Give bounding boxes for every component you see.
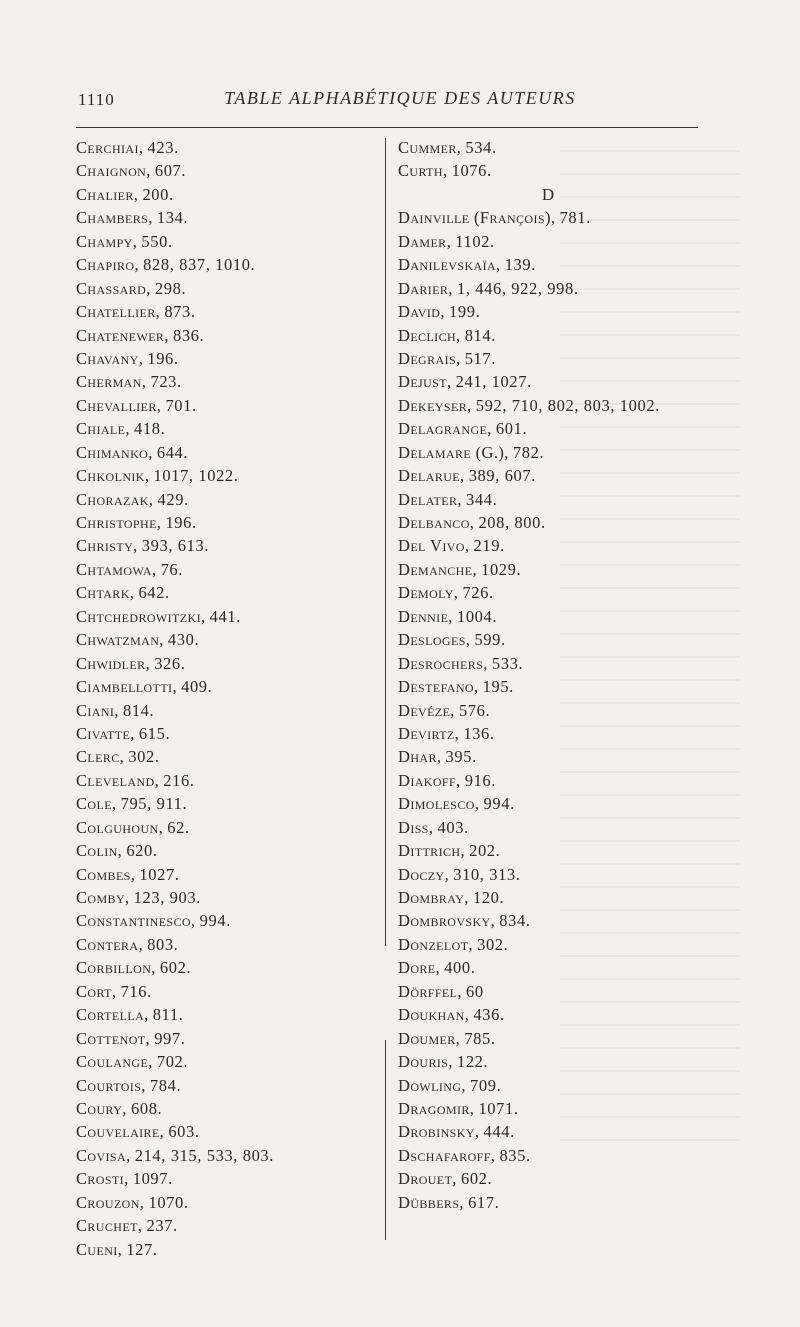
- page-references: 139.: [504, 255, 536, 275]
- page-references: 1076.: [451, 161, 492, 181]
- index-entry: [398, 558, 698, 581]
- page-references: 403.: [437, 817, 469, 837]
- author-name: Cole,: [76, 794, 117, 814]
- page-references: 702.: [156, 1052, 189, 1072]
- author-name: Colguhoun,: [76, 817, 164, 837]
- index-entry: [76, 1191, 381, 1214]
- page-references: 344.: [466, 489, 498, 509]
- page-references: 200.: [142, 184, 174, 204]
- author-name: Civatte,: [76, 723, 135, 743]
- index-entry: [76, 136, 381, 159]
- index-entry: [76, 464, 381, 487]
- author-name: Chtark,: [76, 583, 135, 603]
- index-entry: [76, 558, 381, 581]
- index-entry: [76, 956, 381, 979]
- index-entry: [76, 441, 381, 464]
- index-entry: [76, 277, 381, 300]
- section-letter: D: [541, 184, 555, 204]
- page-references: 302.: [477, 934, 509, 954]
- page-references: 785.: [464, 1028, 496, 1048]
- index-entry: [398, 488, 698, 511]
- page-references: 237.: [146, 1216, 178, 1236]
- author-name: Constantinesco,: [76, 911, 196, 931]
- page-references: 781.: [559, 208, 591, 228]
- page-references: 716.: [120, 981, 152, 1001]
- author-name: Chiale,: [76, 419, 130, 439]
- index-entry: [76, 909, 381, 932]
- page-references: 997.: [154, 1028, 186, 1048]
- author-name: Dschafaroff,: [398, 1145, 496, 1165]
- page-references: 620.: [126, 841, 158, 861]
- index-entry: [76, 1003, 381, 1026]
- left-column: [76, 136, 381, 1261]
- index-entry: [398, 417, 698, 440]
- author-name: Chimanko,: [76, 442, 153, 462]
- page-references: 916.: [464, 770, 496, 790]
- page-references: 709.: [470, 1075, 502, 1095]
- author-name: Dittrich,: [398, 841, 465, 861]
- page-references: 644.: [156, 442, 189, 462]
- index-entry: [76, 183, 381, 206]
- author-name: David,: [398, 302, 445, 322]
- page-references: 441.: [209, 606, 241, 626]
- author-name: Danilevskaïa,: [398, 255, 501, 275]
- page-references: 550.: [141, 231, 173, 251]
- page-references: 994.: [199, 911, 231, 931]
- page-references: 199.: [449, 302, 481, 322]
- author-name: Declich,: [398, 325, 461, 345]
- index-entry: [398, 628, 698, 651]
- index-entry: [398, 370, 698, 393]
- page-references: 216.: [163, 770, 195, 790]
- author-name: Combes,: [76, 864, 136, 884]
- author-name: Cleveland,: [76, 770, 160, 790]
- author-name: Delagrange,: [398, 419, 492, 439]
- author-name: Christophe,: [76, 513, 162, 532]
- author-name: Chaignon,: [76, 161, 151, 181]
- index-entry: [76, 980, 381, 1003]
- index-entry: [398, 1144, 698, 1167]
- page-references: 208, 800.: [478, 513, 546, 533]
- page-references: 795, 911.: [120, 794, 188, 814]
- page-references: 136.: [463, 723, 495, 743]
- page-references: 599.: [474, 630, 506, 650]
- page-references: 418.: [134, 419, 166, 439]
- author-name: Coulange,: [76, 1052, 153, 1072]
- page-references: 607.: [154, 161, 187, 181]
- page-references: 835.: [499, 1145, 531, 1165]
- author-name: Drouet,: [398, 1169, 457, 1189]
- page-references: 601.: [495, 419, 528, 439]
- author-name: Del Vivo,: [398, 536, 470, 556]
- page-references: 326.: [154, 653, 186, 673]
- page-references: 517.: [464, 348, 496, 368]
- page-references: 393, 613.: [141, 536, 210, 556]
- page-references: 444.: [483, 1122, 515, 1142]
- index-entry: [398, 745, 698, 768]
- index-entry: [76, 511, 381, 534]
- index-entry: [76, 863, 381, 886]
- author-name: Demanche,: [398, 559, 477, 579]
- index-entry: [398, 230, 698, 253]
- column-divider: [385, 138, 386, 946]
- index-entry: [76, 1144, 381, 1167]
- page-references: 1070.: [148, 1192, 189, 1212]
- index-entry: [398, 1167, 698, 1190]
- author-name: Colin,: [76, 841, 123, 861]
- page-references: 617.: [468, 1192, 500, 1212]
- index-entry: [398, 699, 698, 722]
- page-references: 602.: [460, 1169, 493, 1189]
- author-name: Devéze,: [398, 700, 455, 720]
- index-entry: [398, 534, 698, 557]
- author-name: Damer,: [398, 231, 452, 251]
- right-column: [398, 136, 698, 1214]
- index-entry: [76, 652, 381, 675]
- index-entry: [398, 136, 698, 159]
- author-name: Contera,: [76, 934, 143, 954]
- page-references: 592, 710, 802, 803, 1002.: [475, 395, 660, 415]
- page-references: 409.: [181, 677, 213, 697]
- page-references: 195.: [482, 677, 514, 697]
- author-name: Crosti,: [76, 1169, 129, 1189]
- index-entry: [76, 886, 381, 909]
- page-references: 436.: [473, 1005, 505, 1025]
- index-entry: [76, 605, 381, 628]
- author-name: Christy,: [76, 536, 138, 556]
- author-name: Chatenewer,: [76, 325, 169, 345]
- page-references: 1, 446, 922, 998.: [456, 278, 579, 298]
- author-name: Dekeyser,: [398, 395, 472, 415]
- page-references: 219.: [473, 536, 505, 556]
- page-references: 1004.: [456, 606, 498, 626]
- index-entry: [76, 722, 381, 745]
- author-name: Dragomir,: [398, 1098, 475, 1118]
- index-entry: [398, 464, 698, 487]
- index-entry: [76, 370, 381, 393]
- index-entry: [398, 769, 698, 792]
- author-name: Dore,: [398, 958, 441, 978]
- page-references: 127.: [126, 1239, 158, 1259]
- page-references: 202.: [469, 841, 501, 861]
- author-name: Dörffel,: [398, 981, 462, 1001]
- page-references: 214, 315, 533, 803.: [134, 1145, 275, 1165]
- page-references: 726.: [462, 583, 494, 603]
- page-references: 423.: [147, 138, 179, 157]
- running-title: TABLE ALPHABÉTIQUE DES AUTEURS: [224, 88, 576, 108]
- author-name: Chwidler,: [76, 653, 151, 673]
- index-entry: [398, 441, 698, 464]
- index-entry: [76, 769, 381, 792]
- author-name: Devirtz,: [398, 723, 460, 743]
- index-entry: [398, 722, 698, 745]
- index-entry: [76, 394, 381, 417]
- page-references: 608.: [131, 1098, 163, 1118]
- index-entry: [398, 675, 698, 698]
- page-references: 134.: [156, 208, 189, 228]
- page-references: 814.: [464, 325, 496, 345]
- index-entry: [398, 511, 698, 534]
- index-entry: [76, 745, 381, 768]
- page-references: 123, 903.: [133, 888, 201, 907]
- page-references: 994.: [483, 794, 515, 814]
- page-references: 298.: [154, 278, 187, 298]
- index-entry: [398, 839, 698, 862]
- page-references: 811.: [152, 1005, 184, 1025]
- index-entry: [76, 1238, 381, 1261]
- page-references: 429.: [157, 489, 189, 509]
- author-name: Degrais,: [398, 348, 461, 368]
- author-name: Champy,: [76, 231, 138, 251]
- index-entry: [76, 581, 381, 604]
- index-entry: [398, 206, 698, 229]
- page-references: 395.: [445, 747, 477, 767]
- author-name: Comby,: [76, 888, 130, 907]
- column-divider-lower: [385, 1040, 386, 1240]
- page-references: 803.: [147, 934, 179, 954]
- index-entry: [76, 1097, 381, 1120]
- index-entry: [76, 324, 381, 347]
- author-name: Chorazak,: [76, 489, 154, 509]
- page-references: 873.: [164, 302, 196, 322]
- author-name: Dennie,: [398, 606, 453, 626]
- author-name: Darier,: [398, 278, 453, 298]
- page-references: 615.: [138, 723, 171, 743]
- page-references: 400.: [444, 958, 476, 978]
- author-name: Chapiro,: [76, 255, 140, 275]
- author-name: Desloges,: [398, 630, 471, 650]
- author-name: Crouzon,: [76, 1192, 145, 1212]
- author-name: Cottenot,: [76, 1028, 151, 1048]
- index-entry: [398, 300, 698, 323]
- author-name: Doumer,: [398, 1028, 461, 1048]
- page-references: 814.: [122, 700, 155, 720]
- index-entry: [398, 253, 698, 276]
- page-references: 389, 607.: [468, 466, 536, 486]
- page-references: 196.: [165, 513, 197, 532]
- author-name: Delbanco,: [398, 513, 475, 533]
- author-name: Dübbers,: [398, 1192, 464, 1212]
- author-name: Cueni,: [76, 1239, 123, 1259]
- author-name: Delamare (G.),: [398, 442, 509, 462]
- page-number: 1110: [78, 90, 115, 109]
- page-references: 603.: [168, 1122, 200, 1142]
- page-references: 828, 837, 1010.: [143, 255, 256, 275]
- index-entry: [398, 394, 698, 417]
- index-entry: [76, 1120, 381, 1143]
- author-name: Douris,: [398, 1052, 453, 1072]
- author-name: Destefano,: [398, 677, 479, 697]
- header-rule: [76, 127, 698, 128]
- author-name: Cort,: [76, 981, 117, 1001]
- page-references: 196.: [147, 348, 179, 368]
- author-name: Clerc,: [76, 747, 125, 767]
- index-entry: [398, 652, 698, 675]
- author-name: Chassard,: [76, 278, 151, 298]
- index-entry: [398, 980, 698, 1003]
- author-name: Chambers,: [76, 208, 153, 228]
- author-name: Dimolesco,: [398, 794, 480, 814]
- index-entry: [76, 488, 381, 511]
- author-name: Courtois,: [76, 1075, 146, 1095]
- author-name: Delarue,: [398, 466, 465, 486]
- page-references: 782.: [512, 442, 545, 462]
- index-entry: [76, 206, 381, 229]
- author-name: Ciani,: [76, 700, 119, 720]
- index-entry: [398, 347, 698, 370]
- author-name: Cerchiai,: [76, 138, 144, 157]
- index-entry: [76, 347, 381, 370]
- index-entry: [398, 605, 698, 628]
- page-references: 533.: [491, 653, 524, 673]
- index-entry: [76, 230, 381, 253]
- page-references: 784.: [149, 1075, 182, 1095]
- author-name: Coury,: [76, 1098, 127, 1118]
- index-entry: [398, 1120, 698, 1143]
- index-entry: [76, 1167, 381, 1190]
- page-references: 1097.: [132, 1169, 173, 1189]
- index-entry: [398, 1191, 698, 1214]
- author-name: Dombrovsky,: [398, 911, 496, 931]
- index-entry: [76, 816, 381, 839]
- index-entry: [76, 1074, 381, 1097]
- page-references: 120.: [472, 888, 505, 908]
- index-entry: [398, 792, 698, 815]
- index-entry: [398, 1027, 698, 1050]
- author-name: Doukhan,: [398, 1005, 470, 1025]
- index-entry: [76, 839, 381, 862]
- index-entry: [398, 277, 698, 300]
- index-entry: [76, 628, 381, 651]
- index-entry: [76, 1027, 381, 1050]
- page-references: 62.: [167, 817, 190, 837]
- index-entry: [398, 159, 698, 182]
- page-references: 576.: [458, 700, 491, 720]
- author-name: Covisa,: [76, 1145, 131, 1165]
- author-name: Curth,: [398, 161, 448, 181]
- page-references: 1102.: [455, 231, 495, 251]
- index-entry: [76, 699, 381, 722]
- page-references: 241, 1027.: [455, 372, 532, 392]
- page-references: 76.: [160, 559, 183, 579]
- author-name: Diakoff,: [398, 770, 461, 790]
- page-references: 642.: [138, 583, 170, 603]
- page-references: 122.: [456, 1052, 489, 1072]
- author-name: Chevallier,: [76, 395, 162, 415]
- index-entry: [398, 1003, 698, 1026]
- page-references: 534.: [465, 138, 497, 157]
- author-name: Delater,: [398, 489, 462, 509]
- author-name: Demoly,: [398, 583, 459, 603]
- index-entry: [76, 159, 381, 182]
- author-name: Chalier,: [76, 184, 139, 204]
- author-name: Chavany,: [76, 348, 144, 368]
- author-name: Chatellier,: [76, 302, 161, 322]
- author-name: Doczy,: [398, 864, 450, 884]
- page-references: 302.: [128, 747, 160, 767]
- author-name: Corbillon,: [76, 958, 156, 978]
- page-references: 1071.: [478, 1098, 519, 1118]
- index-entry: [76, 1050, 381, 1073]
- author-name: Cortella,: [76, 1005, 149, 1025]
- author-name: Couvelaire,: [76, 1122, 165, 1142]
- index-entry: [398, 1050, 698, 1073]
- page-references: 1027.: [139, 864, 180, 884]
- index-entry: [398, 863, 698, 886]
- index-entry: [398, 956, 698, 979]
- index-entry: [76, 675, 381, 698]
- page-references: 834.: [499, 911, 531, 931]
- author-name: Dowling,: [398, 1075, 466, 1095]
- author-name: Chtchedrowitzki,: [76, 606, 206, 626]
- page-references: 430.: [167, 630, 200, 650]
- index-entry: [76, 417, 381, 440]
- author-name: Dombray,: [398, 888, 469, 908]
- index-entry: [398, 816, 698, 839]
- index-entry: [76, 300, 381, 323]
- index-entry: [398, 933, 698, 956]
- author-name: Donzelot,: [398, 934, 473, 954]
- author-name: Drobinsky,: [398, 1122, 480, 1142]
- page-references: 1017, 1022.: [153, 466, 239, 486]
- author-name: Cruchet,: [76, 1216, 143, 1236]
- author-name: Cherman,: [76, 372, 147, 392]
- author-name: Ciambellotti,: [76, 677, 177, 697]
- page-references: 723.: [150, 372, 182, 392]
- author-name: Cummer,: [398, 138, 462, 157]
- page-references: 310, 313.: [453, 864, 521, 884]
- index-entry: [398, 886, 698, 909]
- index-entry: [398, 1074, 698, 1097]
- author-name: Diss,: [398, 817, 434, 837]
- author-name: Dhar,: [398, 747, 442, 767]
- author-name: Desrochers,: [398, 653, 488, 673]
- index-entry: [398, 1097, 698, 1120]
- index-entry: [76, 933, 381, 956]
- author-name: Chtamowa,: [76, 559, 157, 579]
- index-entry: [76, 792, 381, 815]
- index-entry: [398, 324, 698, 347]
- author-name: Chwatzman,: [76, 630, 164, 650]
- page-references: 602.: [159, 958, 192, 978]
- index-entry: [76, 1214, 381, 1237]
- index-entry: [76, 534, 381, 557]
- index-entry: [398, 581, 698, 604]
- index-entry: [76, 253, 381, 276]
- page-references: 701.: [165, 395, 197, 415]
- author-name: Dejust,: [398, 372, 452, 392]
- author-name: Chkolnik,: [76, 466, 150, 486]
- page-references: 1029.: [481, 559, 522, 579]
- index-entry: [398, 909, 698, 932]
- page-references: 60: [466, 981, 484, 1001]
- page-references: 836.: [172, 325, 205, 345]
- author-name: Dainville (François),: [398, 208, 556, 228]
